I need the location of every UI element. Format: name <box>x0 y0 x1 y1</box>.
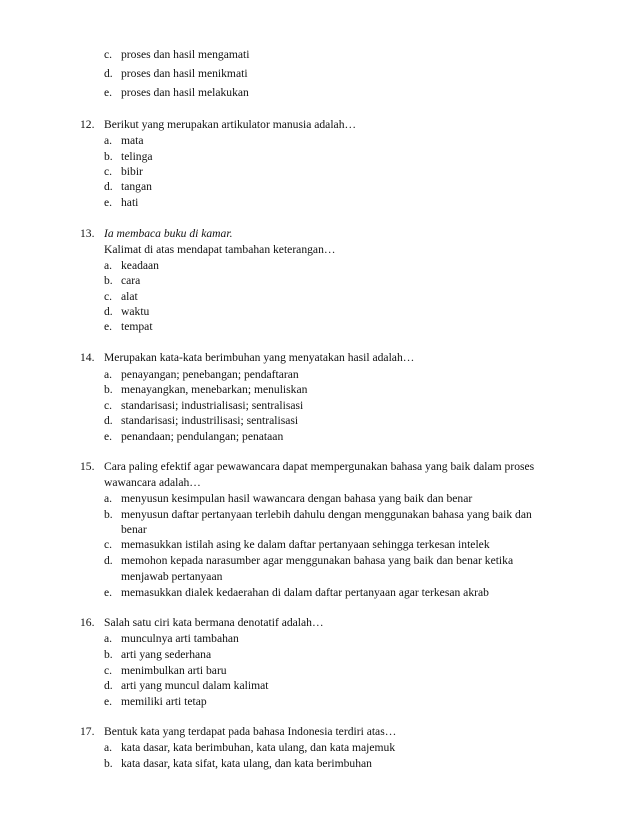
option-text: menyusun kesimpulan hasil wawancara dengan bahasa yang baik dan benar <box>121 492 473 505</box>
option-letter: c. <box>104 290 113 303</box>
option-text: menjawab pertanyaan <box>121 570 223 583</box>
option-letter: d. <box>104 414 113 427</box>
option-letter: b. <box>104 274 113 287</box>
option-text: alat <box>121 290 138 303</box>
option-text: mata <box>121 134 144 147</box>
option-letter: e. <box>104 695 113 708</box>
question-number: 15. <box>80 460 95 473</box>
option-text: telinga <box>121 150 153 163</box>
option-text: proses dan hasil melakukan <box>121 86 249 99</box>
question-number: 14. <box>80 351 95 364</box>
question-number: 13. <box>80 227 95 240</box>
option-letter: b. <box>104 150 113 163</box>
question-text: Ia membaca buku di kamar. <box>104 227 233 240</box>
option-letter: a. <box>104 492 113 505</box>
option-text: penayangan; penebangan; pendaftaran <box>121 368 299 381</box>
question-number: 17. <box>80 725 95 738</box>
option-letter: a. <box>104 368 113 381</box>
question-text: Berikut yang merupakan artikulator manusia adalah… <box>104 118 357 131</box>
option-letter: c. <box>104 538 113 551</box>
option-letter: e. <box>104 86 113 99</box>
option-text: bibir <box>121 165 143 178</box>
option-text: proses dan hasil menikmati <box>121 67 248 80</box>
option-text: memasukkan istilah asing ke dalam daftar pertanyaan sehingga terkesan intelek <box>121 538 490 551</box>
option-letter: c. <box>104 165 113 178</box>
option-text: proses dan hasil mengamati <box>121 48 250 61</box>
option-letter: b. <box>104 757 113 770</box>
option-text: tempat <box>121 320 153 333</box>
question-text: Cara paling efektif agar pewawancara dapat mempergunakan bahasa yang baik dalam proses <box>104 460 535 473</box>
option-text: tangan <box>121 180 152 193</box>
option-text: hati <box>121 196 139 209</box>
option-letter: c. <box>104 399 113 412</box>
question-number: 12. <box>80 118 95 131</box>
option-letter: e. <box>104 320 113 333</box>
option-letter: a. <box>104 134 113 147</box>
option-letter: d. <box>104 305 113 318</box>
option-letter: a. <box>104 259 113 272</box>
option-text: arti yang muncul dalam kalimat <box>121 679 269 692</box>
option-letter: d. <box>104 679 113 692</box>
question-text: Bentuk kata yang terdapat pada bahasa Indonesia terdiri atas… <box>104 725 397 738</box>
option-text: menimbulkan arti baru <box>121 664 227 677</box>
question-text: Merupakan kata-kata berimbuhan yang menyatakan hasil adalah… <box>104 351 415 364</box>
option-letter: a. <box>104 632 113 645</box>
option-text: waktu <box>121 305 150 318</box>
option-letter: d. <box>104 67 113 80</box>
option-letter: c. <box>104 48 113 61</box>
option-text: arti yang sederhana <box>121 648 212 661</box>
option-letter: b. <box>104 648 113 661</box>
option-text: kata dasar, kata sifat, kata ulang, dan kata berimbuhan <box>121 757 372 770</box>
question-number: 16. <box>80 616 95 629</box>
option-letter: a. <box>104 741 113 754</box>
question-text: wawancara adalah… <box>104 476 201 489</box>
option-letter: b. <box>104 508 113 521</box>
option-letter: e. <box>104 196 113 209</box>
option-text: memiliki arti tetap <box>121 695 207 708</box>
option-text: memohon kepada narasumber agar menggunakan bahasa yang baik dan benar ketika <box>121 554 514 567</box>
option-text: standarisasi; industrilisasi; sentralisasi <box>121 414 299 427</box>
option-text: munculnya arti tambahan <box>121 632 239 645</box>
option-text: memasukkan dialek kedaerahan di dalam daftar pertanyaan agar terkesan akrab <box>121 586 489 599</box>
option-text: menayangkan, menebarkan; menuliskan <box>121 383 308 396</box>
option-letter: d. <box>104 180 113 193</box>
option-text: standarisasi; industrialisasi; sentralisasi <box>121 399 304 412</box>
option-letter: c. <box>104 664 113 677</box>
option-letter: e. <box>104 430 113 443</box>
option-letter: d. <box>104 554 113 567</box>
option-text: penandaan; pendulangan; penataan <box>121 430 284 443</box>
option-letter: b. <box>104 383 113 396</box>
option-text: menyusun daftar pertanyaan terlebih dahulu dengan menggunakan bahasa yang baik dan <box>121 508 532 521</box>
question-text: Kalimat di atas mendapat tambahan keterangan… <box>104 243 336 256</box>
option-letter: e. <box>104 586 113 599</box>
option-text: cara <box>121 274 141 287</box>
option-text: kata dasar, kata berimbuhan, kata ulang, dan kata majemuk <box>121 741 396 754</box>
option-text: keadaan <box>121 259 159 272</box>
question-text: Salah satu ciri kata bermana denotatif adalah… <box>104 616 324 629</box>
option-text: benar <box>121 523 147 536</box>
